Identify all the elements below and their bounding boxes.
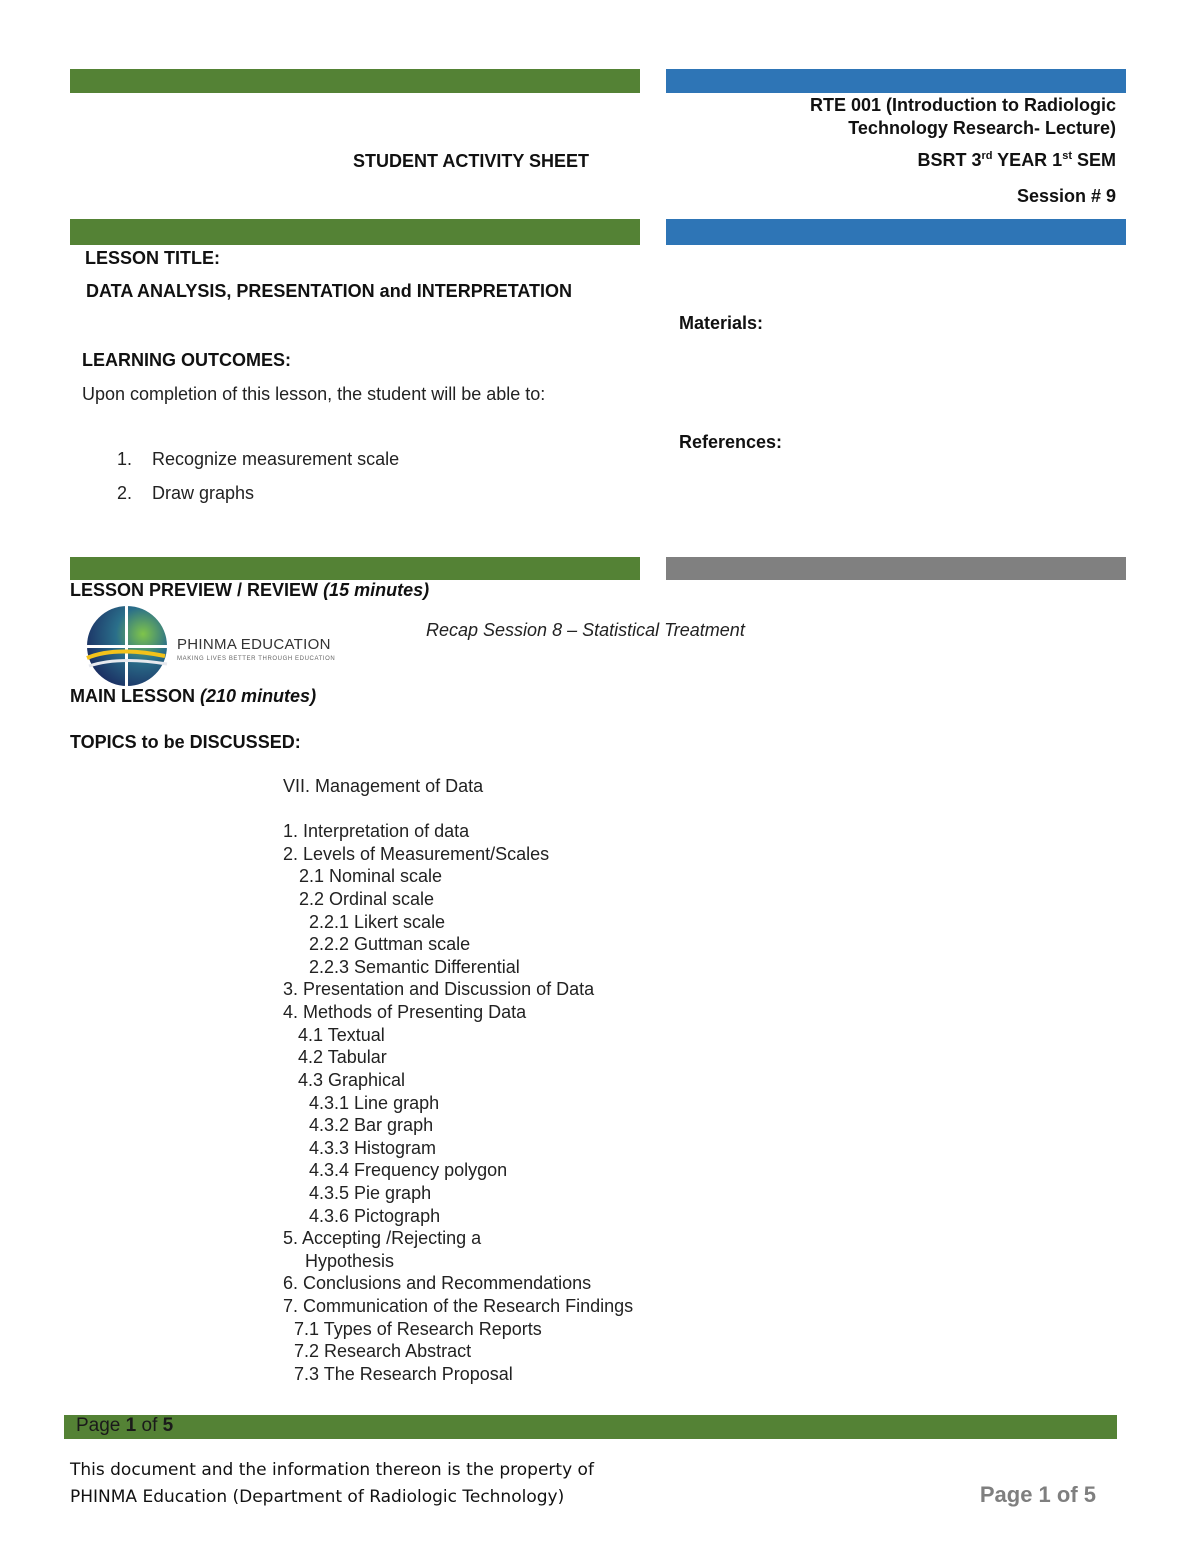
references-label: References: <box>679 432 783 452</box>
list-item: 4.2 Tabular <box>298 1047 387 1067</box>
main-lesson-heading <box>70 686 316 707</box>
property-notice-line-1: This document and the information thereon is the property of <box>70 1460 594 1480</box>
page-prefix: Page <box>76 1415 126 1436</box>
list-item: 4.3 Graphical <box>298 1070 406 1090</box>
lesson-title: DATA ANALYSIS, PRESENTATION and INTERPRETATION <box>86 281 573 301</box>
page-of: of <box>136 1415 163 1436</box>
list-item: 2.2.3 Semantic Differential <box>309 957 520 977</box>
course-line-2: Technology Research- Lecture) <box>848 118 1116 138</box>
list-item: Hypothesis <box>305 1251 395 1271</box>
footer-page-number: Page 1 of 5 <box>979 1482 1096 1507</box>
list-item: 2.1 Nominal scale <box>299 866 443 886</box>
list-item: 2.2 Ordinal scale <box>299 889 435 909</box>
page-total: 5 <box>162 1415 174 1436</box>
logo-tagline: MAKING LIVES BETTER THROUGH EDUCATION <box>177 656 336 662</box>
list-item: 4.3.1 Line graph <box>309 1093 440 1113</box>
list-item: 4.3.6 Pictograph <box>309 1206 441 1226</box>
outcome-number: 2. <box>117 483 133 503</box>
list-item: 6. Conclusions and Recommendations <box>283 1273 592 1293</box>
preview-duration: (15 minutes) <box>323 580 430 600</box>
list-item: 3. Presentation and Discussion of Data <box>283 979 595 999</box>
course-title <box>676 94 1116 140</box>
footer-page-indicator <box>76 1415 173 1437</box>
recap-text: Recap Session 8 – Statistical Treatment <box>426 620 745 640</box>
logo-name: PHINMA EDUCATION <box>177 636 331 653</box>
list-item: 1. Interpretation of data <box>283 821 470 841</box>
list-item: 2.2.2 Guttman scale <box>309 934 471 954</box>
materials-label: Materials: <box>679 313 764 333</box>
program-sup2: st <box>1062 150 1072 162</box>
list-item: 4.3.3 Histogram <box>309 1138 437 1158</box>
main-lesson-duration: (210 minutes) <box>200 686 317 706</box>
program-prefix: BSRT 3 <box>917 150 982 170</box>
lesson-preview-heading <box>70 580 429 601</box>
list-item: 2. Levels of Measurement/Scales <box>283 844 550 864</box>
outcome-number: 1. <box>117 449 133 469</box>
preview-bar-right <box>666 557 1126 580</box>
outcome-text: Recognize measurement scale <box>152 449 400 469</box>
header-bar-left <box>70 69 640 93</box>
list-item: 7.2 Research Abstract <box>294 1341 472 1361</box>
program-year <box>716 150 1116 171</box>
list-item: 2.2.1 Likert scale <box>309 912 446 932</box>
list-item: 4.3.2 Bar graph <box>309 1115 434 1135</box>
list-item: 5. Accepting /Rejecting a <box>283 1228 482 1248</box>
session-number: Session # 9 <box>1016 186 1116 206</box>
list-item: 7. Communication of the Research Findings <box>283 1296 634 1316</box>
lesson-bar-left <box>70 219 640 245</box>
outcomes-intro: Upon completion of this lesson, the student will be able to: <box>82 384 546 404</box>
program-sup1: rd <box>981 150 993 162</box>
main-lesson-label: MAIN LESSON <box>70 686 196 706</box>
topics-label: TOPICS to be DISCUSSED: <box>70 732 301 752</box>
phinma-logo <box>85 606 345 686</box>
preview-bar-left <box>70 557 640 580</box>
topics-section-title: VII. Management of Data <box>283 776 484 796</box>
list-item: 4.1 Textual <box>298 1025 385 1045</box>
list-item: 4. Methods of Presenting Data <box>283 1002 527 1022</box>
list-item: 7.1 Types of Research Reports <box>294 1319 542 1339</box>
lesson-bar-right <box>666 219 1126 245</box>
footer-page-bar <box>64 1415 1117 1439</box>
learning-outcomes-label: LEARNING OUTCOMES: <box>82 350 291 370</box>
outcome-text: Draw graphs <box>152 483 255 503</box>
program-mid: YEAR 1 <box>992 150 1063 170</box>
property-notice-line-2: PHINMA Education (Department of Radiologic Technology) <box>70 1487 565 1507</box>
header-bar-right <box>666 69 1126 93</box>
sheet-title: STUDENT ACTIVITY SHEET <box>353 151 590 171</box>
list-item: 4.3.5 Pie graph <box>309 1183 432 1203</box>
lesson-title-label: LESSON TITLE: <box>85 248 220 268</box>
phinma-logo-emblem <box>85 606 175 686</box>
preview-label: LESSON PREVIEW / REVIEW <box>70 580 319 600</box>
course-line-1: RTE 001 (Introduction to Radiologic <box>810 95 1116 115</box>
list-item: 4.3.4 Frequency polygon <box>309 1160 508 1180</box>
list-item: 7.3 The Research Proposal <box>294 1364 513 1384</box>
page-number: 1 <box>125 1415 137 1436</box>
program-suffix: SEM <box>1071 150 1116 170</box>
